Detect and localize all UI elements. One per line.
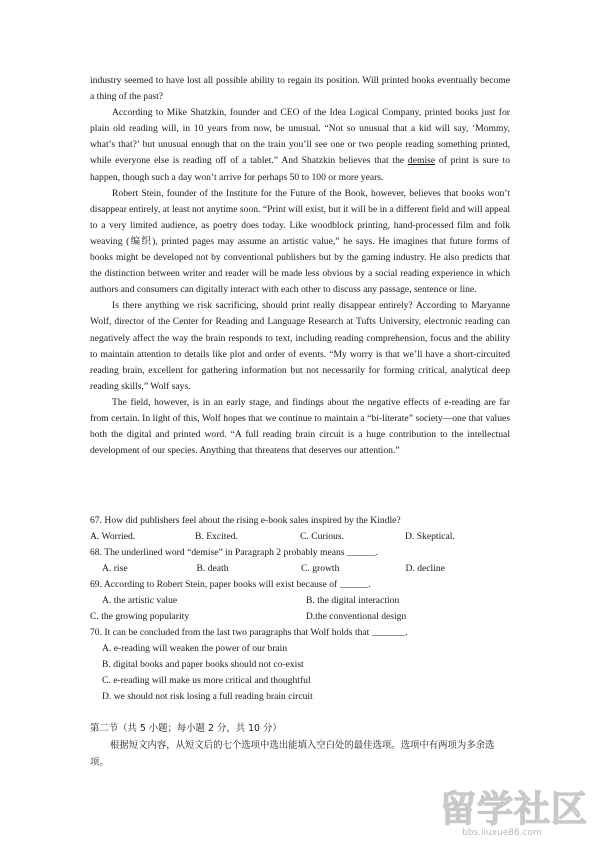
question-list [90,513,510,705]
watermark-url: bbs.liuxue86.com [462,828,542,838]
paragraph-3: Robert Stein, founder of the Institute for the Future of the Book, however, believes that books won’t disappear entirely, at least not anytime soon. “Print will exist, but it will be in a different field and will appeal to a very limited audience, as poetry does today. Like woodblock printing, hand-processed film and folk weaving (编织), printed pages may assume an artistic value,” he says. He imagines that future forms of books might be developed not by conventional publishers but by the gaming industry. He also predicts that the distinction between writer and reader will be made less obvious by a social reading experience in which authors and consumers can digitally interact with each other to discuss any passage, sentence or line. [90,187,510,296]
paragraph-1: industry seemed to have lost all possible ability to regain its position. Will printed books eventually become a thing of the past? [90,75,510,103]
option-69c: C. the growing popularity [90,611,190,622]
paragraph-2-start: According to Mike Shatzkin, founder and CEO of the Idea Logical Company, printed books just for plain old reading will, in 10 years from now, be unusual. “Not so unusual that a kid will say, ‘Mommy, what’s that?’ but unusual enough that on the train you’ll see one or two people reading something printed, while everyone else is reading off of a tablet.” And Shatzkin believes that the [90,107,510,167]
watermark-logo [440,790,590,842]
paragraph-2 [90,105,510,185]
watermark-text: 留学社区 [440,789,589,830]
option-69d: D.the conventional design [305,611,407,622]
option-70a: A. e-reading will weaken the power of our brain [102,643,288,654]
question-70: 70. It can be concluded from the last two paragraphs that Wolf holds that _______. [90,627,408,638]
question-69-options-row1 [90,593,510,609]
option-68b: B. death [196,563,229,574]
paragraph-5: The field, however, is in an early stage, and findings about the negative effects of e-reading are far from certain. In light of this, Wolf hopes that we continue to maintain a “bi-literate” society—one that values both the digital and printed word. “A full reading brain circuit is a huge contribution to the intellectual development of our species. Anything that threatens that deserves our attention.” [90,396,510,457]
option-67b: B. Excited. [195,531,238,542]
option-70d: D. we should not risk losing a full reading brain circuit [102,691,313,702]
option-67d: D. Skeptical. [405,531,455,542]
question-67: 67. How did publishers feel about the rising e-book sales inspired by the Kindle? [90,515,401,526]
option-69b: B. the digital interaction [306,595,400,606]
paragraph-2-end: of print is sure to happen, though such a day won’t arrive for perhaps 50 to 100 or more years. [90,155,511,183]
option-69a: A. the artistic value [102,595,178,606]
underlined-word: demise [407,155,436,167]
section-heading: 第二节（共 5 小题；每小题 2 分，共 10 分） [90,723,282,734]
option-68a: A. rise [102,563,128,574]
reading-passage [90,73,510,459]
section-two [90,720,510,771]
paragraph-4: Is there anything we risk sacrificing, should print really disappear entirely? According to Maryanne Wolf, director of the Center for Reading and Language Research at Tufts University, electronic reading can negatively affect the way the brain responds to text, including reading comprehension, focus and the ability to maintain attention to details like plot and order of events. “My worry is that we’ll have a short-circuited reading brain, excellent for gathering information but not necessarily for forming critical, analytical deep reading skills,” Wolf says. [90,300,510,392]
option-70b: B. digital books and paper books should not co-exist [102,659,304,670]
option-68c: C. growth [301,563,340,574]
option-70c: C. e-reading will make us more critical and thoughtful [102,675,311,686]
option-67c: C. Curious. [300,531,344,542]
question-69: 69. According to Robert Stein, paper books will exist because of ______. [90,579,371,590]
option-68d: D. decline [405,563,445,574]
question-67-options [90,529,510,545]
question-69-options-row2 [90,609,510,625]
question-68: 68. The underlined word “demise” in Paragraph 2 probably means ______. [90,547,379,558]
question-68-options [90,561,510,577]
option-67a: A. Worried. [90,531,136,542]
section-instruction: 根据短文内容，从短文后的七个选项中选出能填入空白处的最佳选项。选项中有两项为多余选项。 [90,740,495,768]
